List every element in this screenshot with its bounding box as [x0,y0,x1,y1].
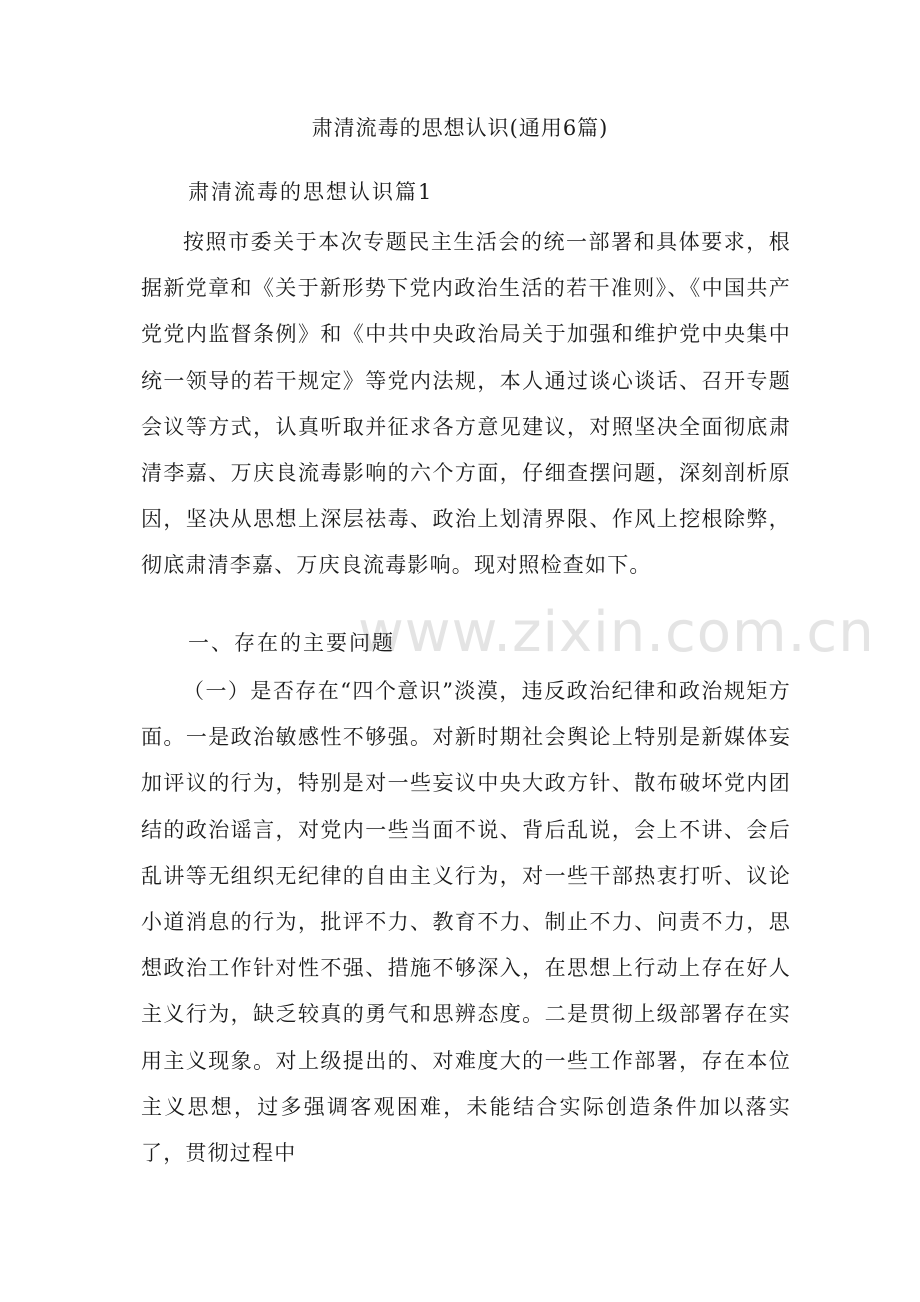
document-title: 肃清流毒的思想认识(通用6篇) [311,116,609,140]
paragraph-problem-1: （一）是否存在“四个意识”淡漠，违反政治纪律和政治规矩方面。一是政治敏感性不够强。对新时期社会舆论上特别是新媒体妄加评议的行为，特别是对一些妄议中央大政方针、散布破坏党内团结的政治谣言，对党内一些当面不说、背后乱说，会上不讲、会后乱讲等无组织无纪律的自由主义行为，对一些干部热衷打听、议论小道消息的行为，批评不力、教育不力、制止不力、问责不力，思想政治工作针对性不强、措施不够深入，在思想上行动上存在好人主义行为，缺乏较真的勇气和思辨态度。二是贯彻上级部署存在实用主义现象。对上级提出的、对难度大的一些工作部署，存在本位主义思想，过多强调客观困难，未能结合实际创造条件加以落实了，贯彻过程中 [141,679,791,1166]
heading-main-problems: 一、存在的主要问题 [188,631,395,655]
watermark: www.zixin.com.cn [358,600,875,665]
paragraph-intro: 按照市委关于本次专题民主生活会的统一部署和具体要求，根据新党章和《关于新形势下党内政治生活的若干准则》、《中国共产党党内监督条例》和《中共中央政治局关于加强和维护党中央集中统一领导的若干规定》等党内法规，本人通过谈心谈话、召开专题会议等方式，认真听取并征求各方意见建议，对照坚决全面彻底肃清李嘉、万庆良流毒影响的六个方面，仔细查摆问题，深刻剖析原因，坚决从思想上深层祛毒、政治上划清界限、作风上挖根除弊，彻底肃清李嘉、万庆良流毒影响。现对照检查如下。 [141,230,791,578]
section-heading: 肃清流毒的思想认识篇1 [188,180,434,204]
